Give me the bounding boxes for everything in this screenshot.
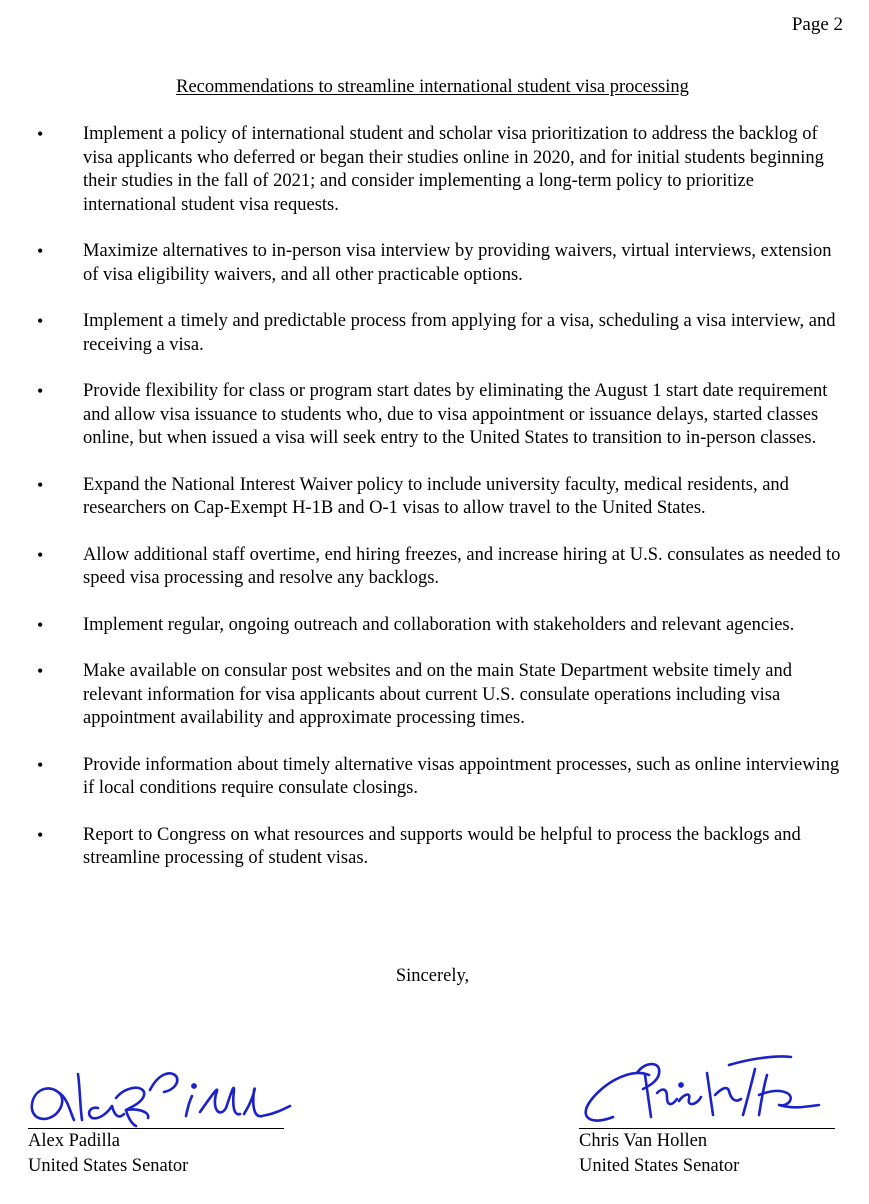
signatory-title: United States Senator [28, 1156, 189, 1176]
recommendation-text: Report to Congress on what resources and supports would be helpful to process the backlogs and streamline processing of student visas. [83, 824, 801, 868]
recommendation-text: Implement a timely and predictable process from applying for a visa, scheduling a visa interview, and receiving a visa. [83, 311, 836, 355]
handwritten-signature-padilla [28, 1062, 298, 1128]
recommendation-item [0, 240, 869, 287]
recommendation-item [0, 474, 869, 521]
recommendation-item [0, 123, 869, 217]
recommendation-text: Provide flexibility for class or program start dates by eliminating the August 1 start date requirement and allow visa issuance to students who, due to visa appointment or issuance delays, started classes online, but when issued a visa will seek entry to the United States to transition to in-person classes. [83, 381, 828, 448]
recommendation-text: Make available on consular post websites and on the main State Department website timely and relevant information for visa applicants about current U.S. consulate operations including visa appointment availability and approximate processing times. [83, 661, 792, 728]
bullet-icon: • [37, 544, 44, 565]
signatory-title: United States Senator [579, 1156, 740, 1176]
page-number: Page 2 [791, 14, 843, 35]
recommendation-text: Provide information about timely alternative visas appointment processes, such as online interviewing if local conditions require consulate closings. [83, 754, 840, 798]
recommendation-text: Expand the National Interest Waiver policy to include university faculty, medical residents, and researchers on Cap-Exempt H-1B and O-1 visas to allow travel to the United States. [83, 474, 789, 518]
recommendation-text: Allow additional staff overtime, end hiring freezes, and increase hiring at U.S. consulates as needed to speed visa processing and resolve any backlogs. [83, 544, 841, 588]
recommendation-item [0, 824, 869, 871]
section-title: Recommendations to streamline international student visa processing [176, 77, 689, 97]
signatory-name: Chris Van Hollen [579, 1131, 708, 1151]
bullet-icon: • [37, 311, 44, 331]
recommendations-list [0, 123, 869, 894]
closing: Sincerely, [395, 966, 470, 986]
recommendation-item [0, 380, 869, 451]
bullet-icon: • [37, 614, 44, 635]
bullet-icon: • [37, 824, 44, 845]
recommendation-text: Maximize alternatives to in-person visa interview by providing waivers, virtual interviews, extension of visa eligibility waivers, and all other practicable options. [83, 241, 832, 285]
recommendation-item [0, 754, 869, 801]
bullet-icon: • [37, 124, 44, 144]
signature-block-padilla [28, 1062, 318, 1179]
recommendation-text: Implement a policy of international student and scholar visa prioritization to address the backlog of visa applicants who deferred or began their studies online in 2020, and for initial students beginning their studies in the fall of 2021; and consider implementing a long-term policy to prioritize international student visa requests. [83, 124, 824, 215]
handwritten-signature-van-hollen [579, 1045, 849, 1128]
signature-block-van-hollen [579, 1045, 869, 1179]
bullet-icon: • [37, 474, 44, 495]
bullet-icon: • [37, 661, 44, 681]
recommendation-text: Implement regular, ongoing outreach and collaboration with stakeholders and relevant agencies. [83, 614, 795, 635]
signatory-name: Alex Padilla [28, 1131, 120, 1151]
bullet-icon: • [37, 754, 44, 775]
bullet-icon: • [37, 241, 44, 261]
recommendation-item [0, 614, 869, 638]
recommendation-item [0, 544, 869, 591]
bullet-icon: • [37, 381, 44, 401]
recommendation-item [0, 310, 869, 357]
recommendation-item [0, 660, 869, 731]
